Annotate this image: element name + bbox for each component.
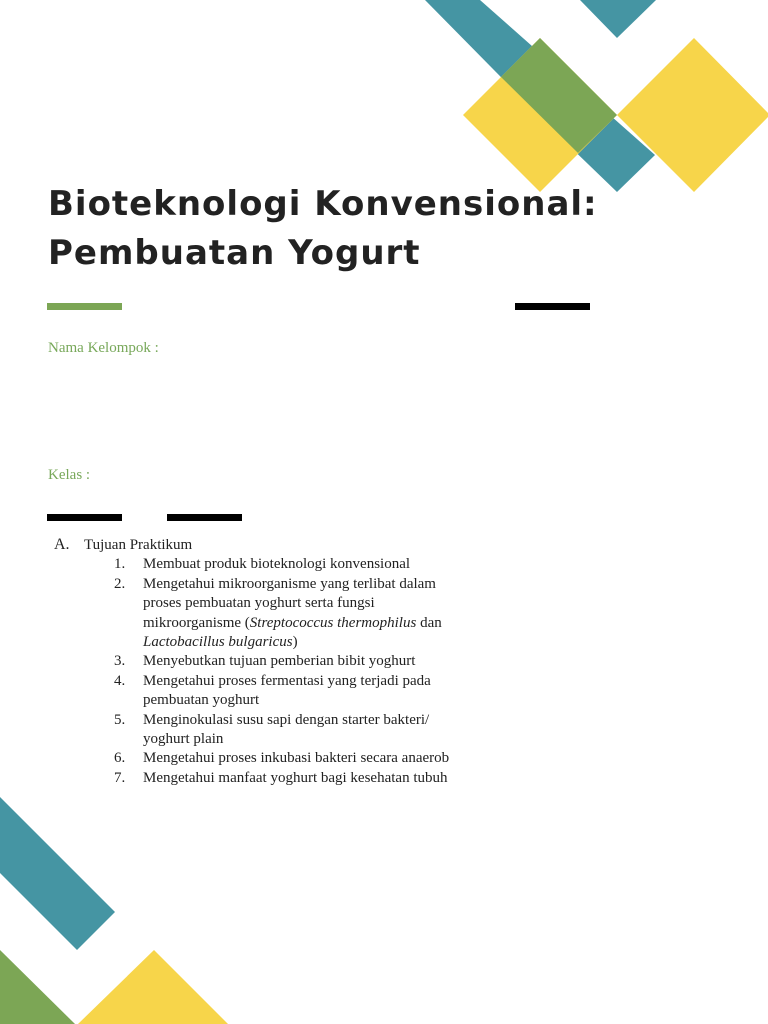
list-item bbox=[114, 575, 474, 653]
list-item-text-part: Mengetahui mikroorganisme yang terlibat dalam proses pembuatan yoghurt serta fungsi mikroorganisme ( bbox=[143, 575, 436, 631]
top-teal-triangle bbox=[580, 0, 656, 38]
list-item-text-part: dan bbox=[416, 614, 442, 631]
list-item-number: 4. bbox=[114, 672, 126, 689]
list-item bbox=[114, 652, 474, 671]
group-name-label: Nama Kelompok : bbox=[48, 340, 159, 356]
section-heading-text: Tujuan Praktikum bbox=[84, 537, 193, 553]
title-line-1: Bioteknologi Konvensional: bbox=[48, 184, 598, 224]
section-letter: A. bbox=[54, 536, 70, 553]
list-item bbox=[114, 769, 474, 788]
list-item-text: Mengetahui proses fermentasi yang terjadi pada pembuatan yoghurt bbox=[143, 672, 431, 709]
list-item-text: Mengetahui proses inkubasi bakteri secara anaerob bbox=[143, 750, 450, 767]
section-heading bbox=[54, 535, 474, 555]
list-item bbox=[114, 711, 474, 750]
list-item bbox=[114, 672, 474, 711]
black-accent-bar-right bbox=[515, 303, 590, 310]
bottom-teal-diagonal-band bbox=[0, 797, 115, 950]
list-item-text: Membuat produk bioteknologi konvensional bbox=[143, 556, 411, 573]
list-item bbox=[114, 555, 474, 574]
list-item-number: 2. bbox=[114, 575, 126, 592]
objectives-section bbox=[54, 535, 474, 788]
list-item-text-part: ) bbox=[292, 634, 298, 651]
species-name: Streptococcus thermophilus bbox=[249, 614, 417, 631]
black-accent-bar-middle bbox=[167, 514, 242, 521]
bottom-green-triangle bbox=[0, 950, 75, 1024]
document-title bbox=[48, 180, 598, 278]
list-item-number: 3. bbox=[114, 653, 126, 670]
list-item-text: Menyebutkan tujuan pemberian bibit yoghurt bbox=[143, 653, 416, 670]
list-item-text: Mengetahui manfaat yoghurt bagi kesehatan tubuh bbox=[143, 769, 448, 786]
objectives-list bbox=[54, 555, 474, 788]
class-label: Kelas : bbox=[48, 467, 91, 483]
list-item-text: Menginokulasi susu sapi dengan starter bakteri/ yoghurt plain bbox=[143, 711, 430, 748]
green-accent-bar bbox=[47, 303, 122, 310]
black-accent-bar-left bbox=[47, 514, 122, 521]
list-item-text bbox=[143, 575, 474, 653]
bottom-yellow-triangle bbox=[78, 950, 228, 1024]
title-line-2: Pembuatan Yogurt bbox=[48, 233, 421, 273]
list-item-number: 6. bbox=[114, 750, 126, 767]
list-item bbox=[114, 749, 474, 768]
species-name: Lactobacillus bulgaricus bbox=[143, 634, 293, 651]
list-item-number: 1. bbox=[114, 556, 126, 573]
list-item-number: 7. bbox=[114, 769, 126, 786]
list-item-number: 5. bbox=[114, 711, 126, 728]
